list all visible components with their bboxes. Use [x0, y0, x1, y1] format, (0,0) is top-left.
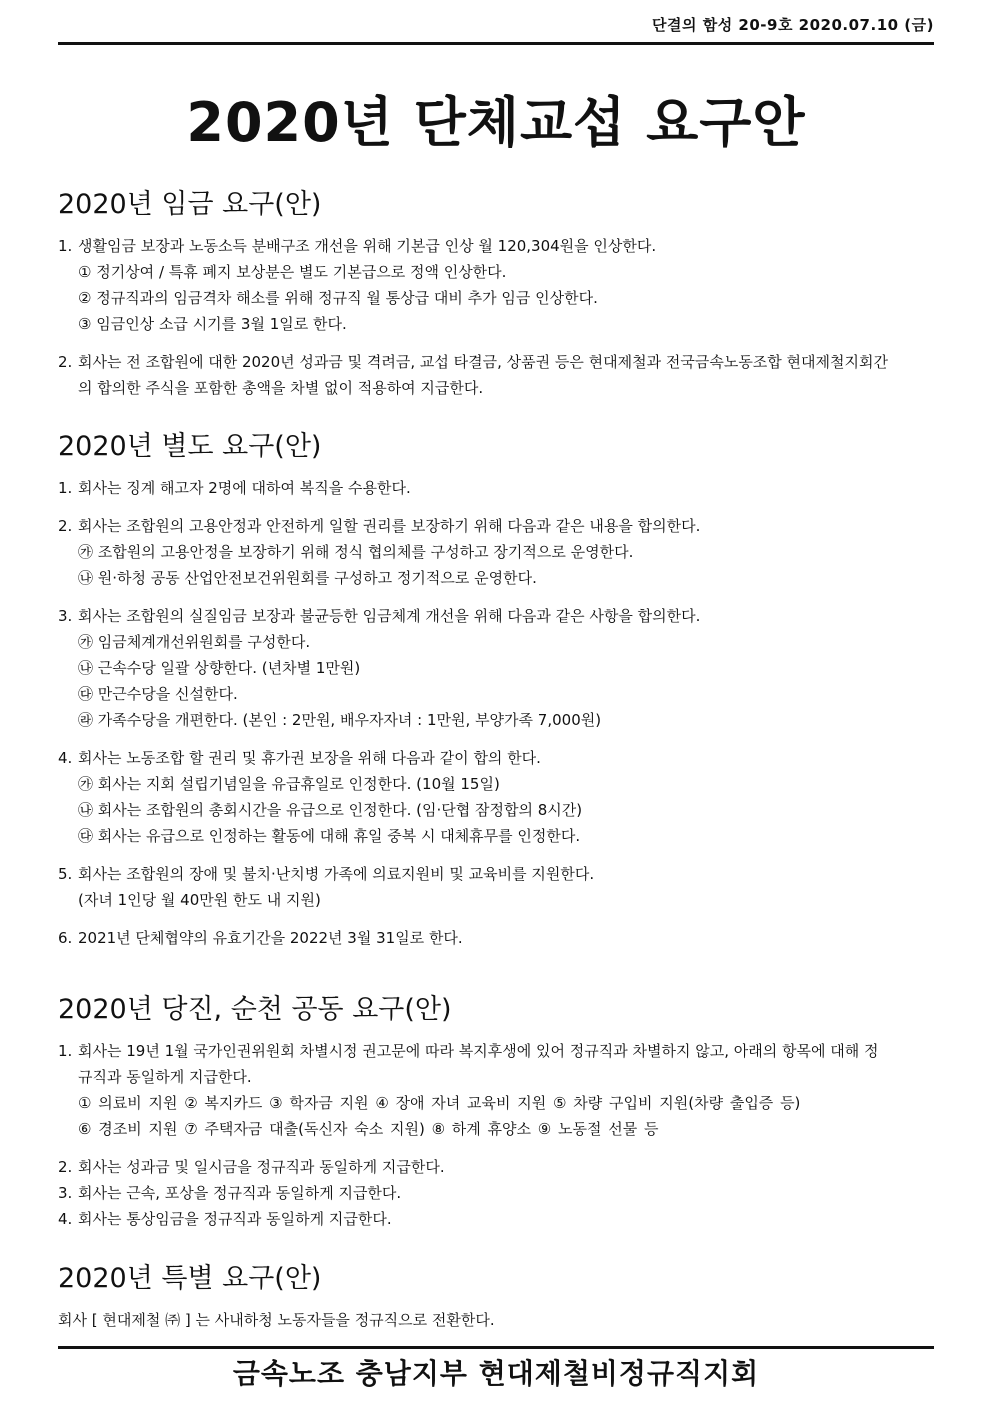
sub-item: ㉮ 임금체계개선위원회를 구성한다. — [78, 633, 311, 651]
sub-item: ① 의료비 지원 ② 복지카드 ③ 학자금 지원 ④ 장애 자녀 교육비 지원 ⑤ 차량 구입비 지원(차량 출입증 등) — [78, 1094, 801, 1112]
special-demand-text: 회사 [ 현대제철 ㈜ ] 는 사내하청 노동자들을 정규직으로 전환한다. — [58, 1311, 495, 1329]
section-heading: 2020년 당진, 순천 공동 요구(안) — [58, 994, 452, 1025]
top-divider — [58, 42, 934, 45]
bottom-divider — [58, 1346, 934, 1349]
list-item: 2. 회사는 전 조합원에 대한 2020년 성과금 및 격려금, 교섭 타결금, 상품권 등은 현대제철과 전국금속노동조합 현대제철지회간 의 합의한 주식을 포함한 총액을 차별 없이 적용하여 지급한다. — [58, 353, 888, 397]
section-joint-demands — [58, 987, 934, 1232]
section-heading: 2020년 특별 요구(안) — [58, 1263, 322, 1294]
sub-item: ㉯ 원·하청 공동 산업안전보건위원회를 구성하고 정기적으로 운영한다. — [78, 569, 537, 587]
sub-item: ㉰ 만근수당을 신설한다. — [78, 685, 238, 703]
issue-header: 단결의 함성 20-9호 2020.07.10 (금) — [652, 16, 934, 34]
sub-item: ⑥ 경조비 지원 ⑦ 주택자금 대출(독신자 숙소 지원) ⑧ 하계 휴양소 ⑨ 노동절 선물 등 — [78, 1120, 659, 1138]
sub-item: ㉮ 조합원의 고용안정을 보장하기 위해 정식 협의체를 구성하고 장기적으로 운영한다. — [78, 543, 634, 561]
list-item: 4. 회사는 통상임금을 정규직과 동일하게 지급한다. — [58, 1210, 392, 1228]
list-item: 3. 회사는 조합원의 실질임금 보장과 불균등한 임금체계 개선을 위해 다음과 같은 사항을 합의한다. ㉮ 임금체계개선위원회를 구성한다. ㉯ 근속수당 일괄 상향한다. (년차별 1만원) ㉰ 만근수당을 신설한다. ㉱ 가족수당을 개편한다. (본인 : 2만원, 배우자자녀 : 1만원, 부양가족 7,000원) — [58, 603, 934, 733]
list-item: 4. 회사는 노동조합 할 권리 및 휴가권 보장을 위해 다음과 같이 합의 한다. ㉮ 회사는 지회 설립기념일을 유급휴일로 인정한다. (10월 15일) ㉯ 회사는 조합원의 총회시간을 유급으로 인정한다. (임·단협 잠정합의 8시간) ㉰ 회사는 유급으로 인정하는 활동에 대해 휴일 중복 시 대체휴무를 인정한다. — [58, 745, 934, 849]
list-item: 2. 회사는 성과금 및 일시금을 정규직과 동일하게 지급한다. — [58, 1158, 445, 1176]
sub-item: ㉯ 근속수당 일괄 상향한다. (년차별 1만원) — [78, 659, 361, 677]
sub-item: ㉯ 회사는 조합원의 총회시간을 유급으로 인정한다. (임·단협 잠정합의 8시간) — [78, 801, 583, 819]
sub-item: ㉰ 회사는 유급으로 인정하는 활동에 대해 휴일 중복 시 대체휴무를 인정한다. — [78, 827, 581, 845]
sub-item: ㉮ 회사는 지회 설립기념일을 유급휴일로 인정한다. (10월 15일) — [78, 775, 500, 793]
section-wage-demands — [58, 182, 934, 413]
list-item: 1. 생활임금 보장과 노동소득 분배구조 개선을 위해 기본급 인상 월 120,304원을 인상한다. ① 정기상여 / 특휴 폐지 보상분은 별도 기본급으로 정액 인상한다. ② 정규직과의 임금격차 해소를 위해 정규직 월 통상급 대비 추가 임금 인상한다. ③ 임금인상 소급 시기를 3월 1일로 한다. — [58, 233, 934, 337]
list-item: 6. 2021년 단체협약의 유효기간을 2022년 3월 31일로 한다. — [58, 929, 463, 947]
sub-item: ㉱ 가족수당을 개편한다. (본인 : 2만원, 배우자자녀 : 1만원, 부양가족 7,000원) — [78, 711, 602, 729]
list-item: 3. 회사는 근속, 포상을 정규직과 동일하게 지급한다. — [58, 1184, 402, 1202]
list-item: 5. 회사는 조합원의 장애 및 불치·난치병 가족에 의료지원비 및 교육비를 지원한다. (자녀 1인당 월 40만원 한도 내 지원) — [58, 865, 595, 909]
section-heading: 2020년 별도 요구(안) — [58, 431, 322, 462]
union-signature: 금속노조 충남지부 현대제철비정규직지회 — [232, 1357, 760, 1390]
list-item: 2. 회사는 조합원의 고용안정과 안전하게 일할 권리를 보장하기 위해 다음과 같은 내용을 합의한다. ㉮ 조합원의 고용안정을 보장하기 위해 정식 협의체를 구성하고 장기적으로 운영한다. ㉯ 원·하청 공동 산업안전보건위원회를 구성하고 정기적으로 운영한다. — [58, 513, 934, 591]
sub-item: ② 정규직과의 임금격차 해소를 위해 정규직 월 통상급 대비 추가 임금 인상한다. — [78, 289, 598, 307]
list-item: 1. 회사는 징계 해고자 2명에 대하여 복직을 수용한다. — [58, 479, 411, 497]
sub-item: ③ 임금인상 소급 시기를 3월 1일로 한다. — [78, 315, 347, 333]
list-item: 1. 회사는 19년 1월 국가인권위원회 차별시정 권고문에 따라 복지후생에 있어 정규직과 차별하지 않고, 아래의 항목에 대해 정 규직과 동일하게 지급한다. ① 의료비 지원 ② 복지카드 ③ 학자금 지원 ④ 장애 자녀 교육비 지원 ⑤ 차량 구입비 지원(차량 출입증 등) ⑥ 경조비 지원 ⑦ 주택자금 대출(독신자 숙소 지원) ⑧ 하계 휴양소 ⑨ 노동절 선물 등 — [58, 1038, 934, 1142]
page-title: 2020년 단체교섭 요구안 — [186, 91, 806, 154]
section-separate-demands — [58, 424, 934, 963]
section-special-demands — [58, 1256, 934, 1333]
sub-item: ① 정기상여 / 특휴 폐지 보상분은 별도 기본급으로 정액 인상한다. — [78, 263, 507, 281]
section-heading: 2020년 임금 요구(안) — [58, 189, 322, 220]
